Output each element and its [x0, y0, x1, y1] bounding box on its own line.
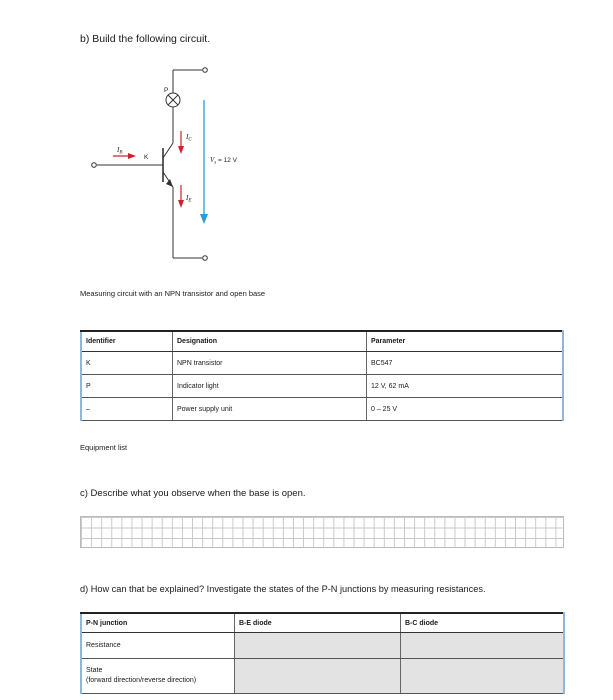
equipment-caption: Equipment list — [80, 443, 128, 452]
circuit-diagram — [80, 55, 300, 275]
transistor-collector — [163, 143, 173, 158]
state-label-line2: (forward direction/reverse direction) — [86, 677, 197, 684]
table-row — [81, 633, 564, 659]
collector-current-arrow — [178, 131, 184, 154]
table-row — [81, 398, 563, 421]
cell-resistance-label: Resistance — [81, 633, 235, 659]
cell-be-state-input[interactable] — [235, 659, 401, 694]
cell-parameter: 12 V, 62 mA — [367, 375, 564, 398]
equipment-table — [80, 330, 564, 421]
table-row — [81, 352, 563, 375]
header-pn-junction: P-N junction — [81, 613, 235, 633]
cell-designation: NPN transistor — [173, 352, 367, 375]
label-ic: $I_C$ — [186, 133, 192, 143]
cell-designation: Indicator light — [173, 375, 367, 398]
label-ie: $I_E$ — [186, 194, 192, 204]
base-terminal — [92, 163, 97, 168]
task-d-heading: d) How can that be explained? Investigate the states of the P-N junctions by measuring resistances. — [80, 584, 486, 594]
label-k: K — [144, 154, 149, 161]
supply-voltage-arrow — [200, 100, 208, 224]
header-bc-diode: B-C diode — [401, 613, 565, 633]
pn-junction-table — [80, 612, 565, 694]
header-designation: Designation — [173, 331, 367, 352]
cell-designation: Power supply unit — [173, 398, 367, 421]
task-b-heading: b) Build the following circuit. — [80, 33, 211, 45]
table-row — [81, 659, 564, 694]
task-c-heading: c) Describe what you observe when the base is open. — [80, 488, 306, 499]
top-terminal — [203, 68, 208, 73]
header-be-diode: B-E diode — [235, 613, 401, 633]
cell-identifier: P — [81, 375, 173, 398]
cell-bc-state-input[interactable] — [401, 659, 565, 694]
label-p: P — [164, 87, 169, 94]
cell-state-label — [81, 659, 235, 694]
pn-header-row — [81, 613, 564, 633]
cell-identifier: – — [81, 398, 173, 421]
label-voltage: $V_s = 12$ V — [210, 156, 238, 166]
equipment-header-row — [81, 331, 563, 352]
header-parameter: Parameter — [367, 331, 564, 352]
circuit-caption: Measuring circuit with an NPN transistor and open base — [80, 289, 266, 298]
answer-grid[interactable] — [80, 516, 564, 548]
cell-identifier: K — [81, 352, 173, 375]
emitter-current-arrow — [178, 185, 184, 208]
bottom-terminal — [203, 256, 208, 261]
state-label-line1: State — [86, 667, 103, 674]
cell-parameter: 0 – 25 V — [367, 398, 564, 421]
emitter-arrow — [166, 179, 173, 187]
header-identifier: Identifier — [81, 331, 173, 352]
cell-bc-resistance-input[interactable] — [401, 633, 565, 659]
label-ib: $I_B$ — [117, 146, 123, 156]
table-row — [81, 375, 563, 398]
cell-parameter: BC547 — [367, 352, 564, 375]
cell-be-resistance-input[interactable] — [235, 633, 401, 659]
